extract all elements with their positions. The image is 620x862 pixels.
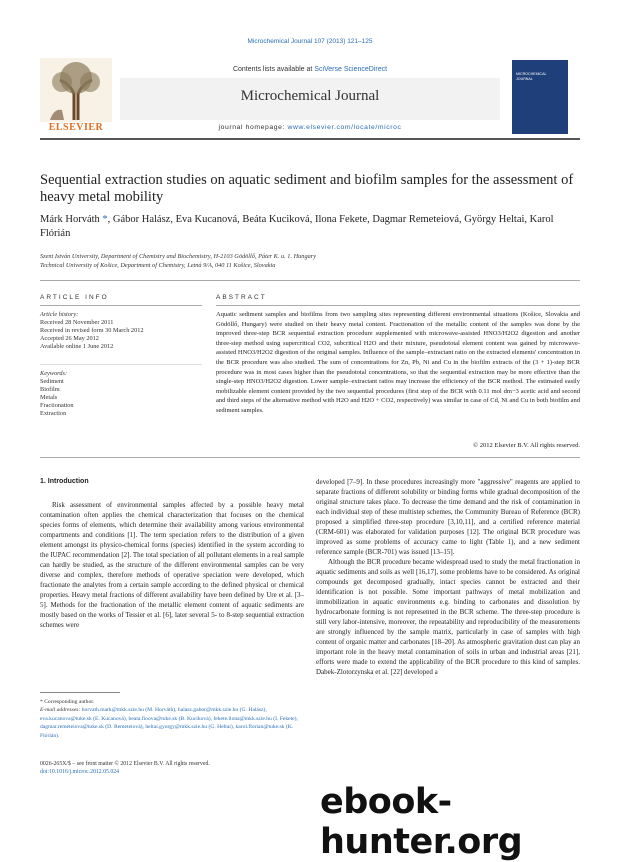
watermark: ebook-hunter.org [320, 782, 523, 862]
divider [40, 457, 580, 458]
doi-link[interactable]: doi:10.1016/j.microc.2012.05.024 [40, 769, 120, 776]
body-column-left: Risk assessment of environmental samples affected by a possible heavy metal contamination often applies the chemical characterization that focuses on the chemical species forms of elements, which determine their availability among various environmental compartments and conditions [1]. The term speciation refers to the distribution of a given element amongst its physico-chemical forms (species) identified in the system according to the IUPAC recommendation [2]. The total speciation of all pollutant elements in a real sample can hardly be studied, as the structure of the different environmental samples can be very diverse and complex, therefore methods of operative speciation were developed, which fractionate the analytes from a certain sample according to the defined physical or chemical properties. Heavy metal fractions of different availability have been defined by Ure et al. [3–5]. Methods for the fractionation of the metallic element content of aquatic sediments are mostly based on the works of Tessier et al. [6], later several 5- to 8-step sequential extraction schemes were [40, 501, 304, 629]
journal-cover-thumbnail [512, 60, 568, 134]
keywords-label: Keywords: [40, 370, 68, 377]
page-footer [40, 760, 304, 777]
divider [40, 280, 580, 281]
corresponding-author-marker[interactable]: * [102, 214, 108, 225]
affiliation-1: Szent István University, Department of Chemistry and Biochemistry, H-2103 Gödöllő, Páter K. u. 1. Hungary [40, 253, 316, 260]
keyword: Sediment [40, 378, 64, 385]
contents-line: Contents lists available at SciVerse ScienceDirect [232, 66, 388, 73]
keyword: Metals [40, 394, 58, 401]
footnotes [40, 698, 304, 740]
keyword: Extraction [40, 410, 67, 417]
abstract-text: Aquatic sediment samples and biofilms from two sampling sites representing different environmental situations (Košice, Slovakia and Gödöllő, Hungary) were studied on their heavy metal content. Fractionation of the metallic content of the samples was done by the improved three-step BCR sequential extraction procedure supplemented with microwave-assisted HNO3/H2O2 digestion and another three-step method using supercritical CO2, subcritical H2O and their mixture, pseudototal element content was gained by microwave-assisted HNO3/H2O2 digestion of the original samples. Influence of the sample–extractant ratio on the extracted elements' concentration in the BCR procedure was also studied. The sum of concentrations for Zn, Pb, Ni and Cu in the biofilm extracts of the (3 + 1)-step BCR procedure was in most cases higher than the pseudototal concentrations, so that the sequential extraction may be more effective than the single-step HNO3/H2O2 digestion. Lower sample–extractant ratios may increase the efficiency of the BCR method. The estimated easily mobilizable element content provided by the two sequential procedures (first step of the BCR with 0.11 mol dm−3 acetic acid and second and third steps of the alternative method with H2O and H2O + CO2, respectively) was similar in case of Cd, Ni and Cu in both biofilm and sediment samples. [216, 311, 580, 414]
issn-line: 0026-265X/$ – see front matter © 2012 Elsevier B.V. All rights reserved. [40, 761, 210, 767]
divider [40, 305, 202, 306]
author-list: Márk Horváth *, Gábor Halász, Eva Kucanová, Beáta Kuciková, Ilona Fekete, Dagmar Remeteiová, György Heltai, Karol Flórián [40, 214, 554, 239]
corresponding-author-note: * Corresponding author. [40, 699, 95, 705]
cover-title: MICROCHEMICAL JOURNAL [516, 72, 547, 81]
affiliations [40, 252, 580, 270]
footnote-rule [40, 692, 120, 693]
divider [40, 364, 202, 365]
history-item: Available online 1 June 2012 [40, 343, 114, 350]
body-column-right [316, 477, 580, 677]
journal-homepage: journal homepage: www.elsevier.com/locate/microc [218, 124, 402, 131]
header-rule [40, 138, 580, 140]
elsevier-tree-logo [40, 58, 112, 132]
copyright-notice: © 2012 Elsevier B.V. All rights reserved. [473, 442, 580, 449]
introduction-heading: 1. Introduction [40, 478, 89, 485]
paper-title: Sequential extraction studies on aquatic sediment and biofilm samples for the assessment of heavy metal mobility [40, 172, 574, 205]
journal-title: Microchemical Journal [240, 88, 380, 104]
history-item: Received 28 November 2011 [40, 319, 114, 326]
homepage-link[interactable]: www.elsevier.com/locate/microc [287, 124, 402, 131]
article-history-label: Article history: [40, 311, 79, 318]
history-item: Accepted 26 May 2012 [40, 335, 99, 342]
journal-reference[interactable]: Microchemical Journal 107 (2013) 121–125 [247, 38, 373, 45]
abstract-heading: ABSTRACT [216, 294, 267, 301]
elsevier-wordmark: ELSEVIER [48, 122, 104, 133]
body-paragraph: developed [7–9]. In these procedures increasingly more "aggressive" reagents are applied to separate fractions of different solubility or binding forms while gradual decomposition of the original structure takes place. To decrease the time demand and the risk of contamination in each individual step of these multistep schemes, the Community Bureau of Reference (BCR) proposed a simplified three-step procedure [3,10,11], and a certified reference material (CRM-601) was elaborated for validation purposes [12]. The original BCR procedure was improved as some problems of accuracy came to light (Table 1), and a new sediment reference sample (BCR-701) was issued [13–15]. [316, 478, 580, 556]
affiliation-2: Technical University of Košice, Department of Chemistry, Letná 9/A, 040 11 Košice, Slovakia [40, 262, 276, 269]
article-history [40, 319, 200, 351]
divider [216, 305, 580, 306]
keyword: Fractionation [40, 402, 74, 409]
keywords-list [40, 378, 200, 418]
keyword: Biofilm [40, 386, 60, 393]
history-item: Received in revised form 30 March 2012 [40, 327, 144, 334]
sciencedirect-link[interactable]: SciVerse ScienceDirect [314, 66, 388, 73]
body-paragraph: Although the BCR procedure became widespread used to study the metal fractionation in aquatic sediments and soils as well [16,17], some problems have to be considered. As original compounds get decomposed gradually, intact species cannot be extracted and their identification is not possible. Some important pathways of metal mobilization and immobilization in aquatic environments e.g. binding to carbonates and dissolution by hydrocarbonate forming is not represented in the BCR scheme. The three-step procedure is still very labor-intensive, moreover, the repeatability and reproducibility of the measurements are strongly influenced by the sample matrix, particularly in case of samples with high content of organic matter and carbonates [18–20]. As atmospheric gravitation dust can play an important role in the heavy metal contamination of soils in urban and industrial areas [21], efforts were made to extend the applicability of the BCR procedure to this kind of samples. Dabek-Zlotorzynska et al. [22] developed a [316, 558, 580, 676]
email-addresses[interactable]: horvath.mark@mkk.szie.hu (M. Horváth), halasz.gabor@mkk.szie.hu (G. Halász), eva.kucanova@tuke.sk (E. Kucanová), beata.fioova@tuke.sk (B. Kuciková), fekete.ilona@mkk.szie.hu (I. Fekete), dagmar.remeteiova@tuke.sk (D. Remeteiová), heltai.gyorgy@mkk.szie.hu (G. Heltai), karol.florian@tuke.sk (K. Flórián). [40, 707, 298, 739]
article-info-heading: ARTICLE INFO [40, 294, 109, 301]
email-label: E-mail addresses: [40, 707, 82, 714]
